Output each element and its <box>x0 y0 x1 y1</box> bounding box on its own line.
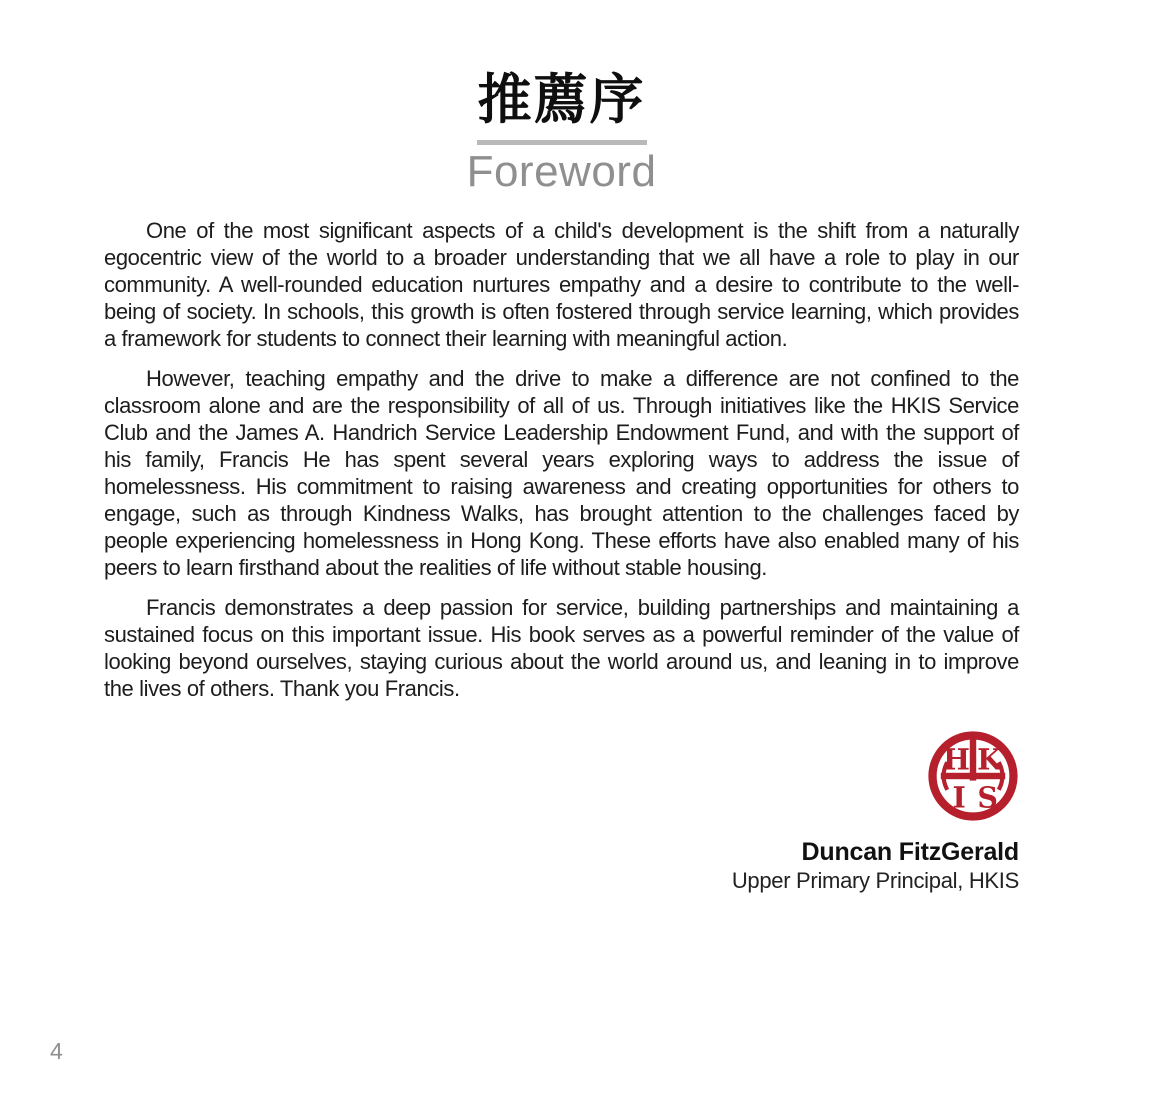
foreword-paragraph-1: One of the most significant aspects of a child's development is the shift from a naturally egocentric view of the world to a broader understanding that we all have a role to play in our community. A well-rounded education nurtures empathy and a desire to contribute to the well-being of society. In schools, this growth is often fostered through service learning, which provides a framework for students to connect their learning with meaningful action. <box>104 218 1019 351</box>
logo-letter-s: S <box>977 780 999 815</box>
hkis-logo <box>927 730 1019 827</box>
page-title-chinese: 推薦序 <box>477 68 646 131</box>
logo-letter-i: I <box>952 780 966 815</box>
title-block <box>104 0 1019 195</box>
signature-name: Duncan FitzGerald <box>801 838 1019 866</box>
title-divider <box>477 140 647 145</box>
hkis-seal-icon <box>927 730 1019 822</box>
signature-role: Upper Primary Principal, HKIS <box>731 868 1019 893</box>
foreword-body <box>104 217 1019 702</box>
signature-block <box>732 730 1019 893</box>
logo-letter-h: H <box>942 742 970 777</box>
page-number: 4 <box>50 1038 63 1064</box>
foreword-paragraph-3: Francis demonstrates a deep passion for service, building partnerships and maintaining a sustained focus on this important issue. His book serves as a powerful reminder of the value of looking beyond ourselves, staying curious about the world around us, and leaning in to improve the lives of others. Thank you Francis. <box>104 595 1019 701</box>
logo-letter-k: K <box>977 742 1002 777</box>
foreword-paragraph-2: However, teaching empathy and the drive to make a difference are not confined to the classroom alone and are the responsibility of all of us. Through initiatives like the HKIS Service Club and the James A. Handrich Service Leadership Endowment Fund, and with the support of his family, Francis He has spent several years exploring ways to address the issue of homelessness. His commitment to raising awareness and creating opportunities for others to engage, such as through Kindness Walks, has brought attention to the challenges faced by people experiencing homelessness in Hong Kong. These efforts have also enabled many of his peers to learn firsthand about the realities of life without stable housing. <box>104 366 1019 580</box>
page-title-english: Foreword <box>466 147 657 196</box>
